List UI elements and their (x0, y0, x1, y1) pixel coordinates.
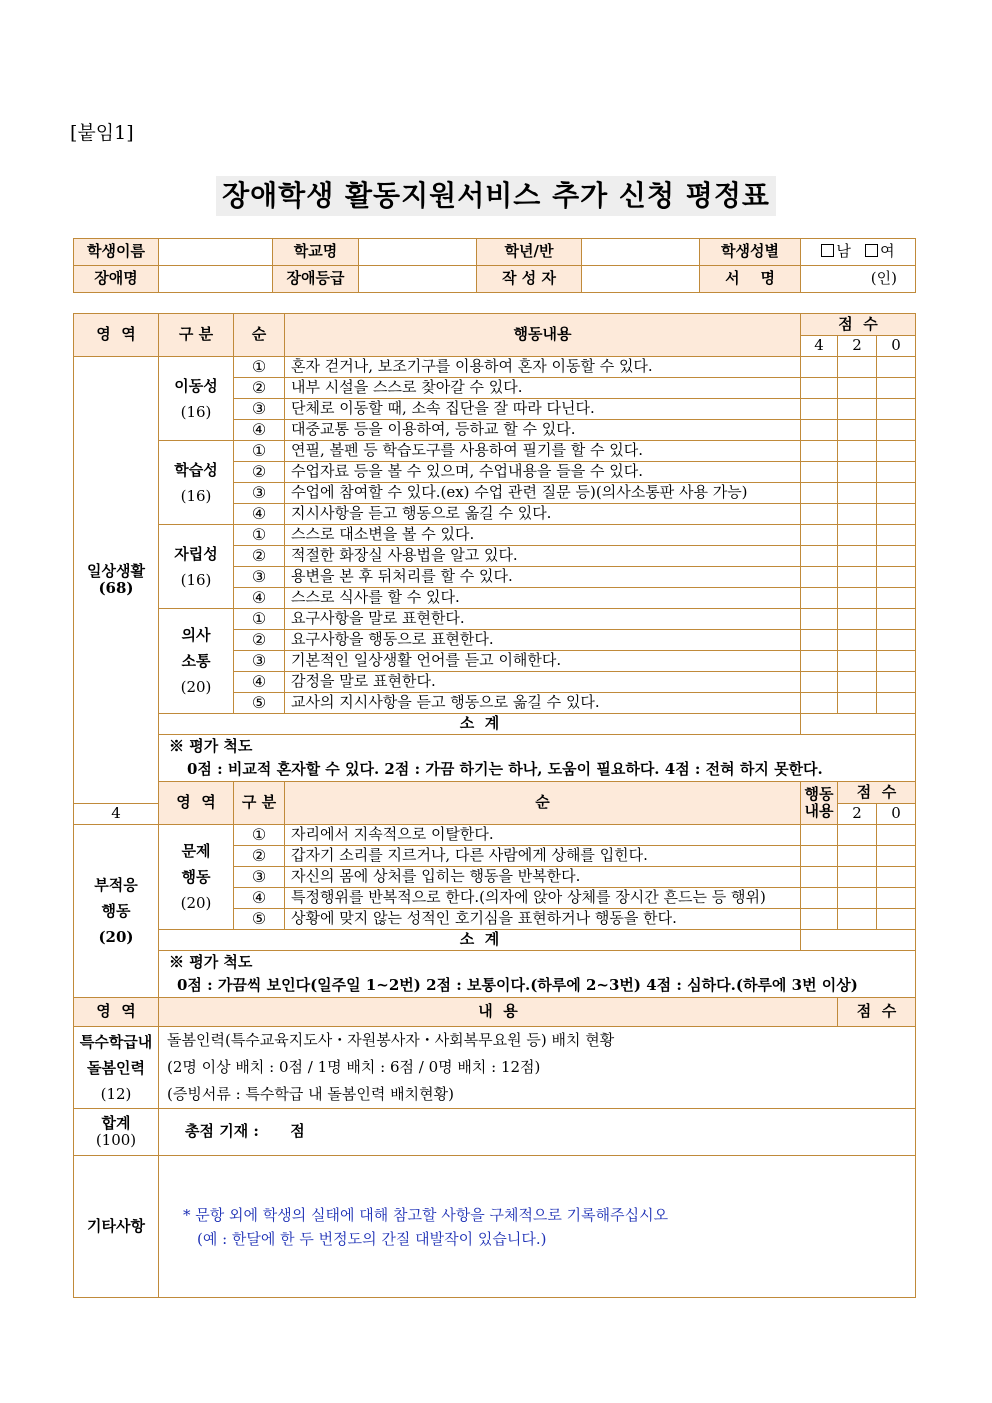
care-content (159, 1027, 916, 1109)
item-score-0[interactable] (877, 462, 916, 483)
category-header: 구 분 (234, 782, 285, 825)
item-score-0[interactable] (877, 504, 916, 525)
gender-options (801, 239, 916, 266)
item-score-2[interactable] (838, 909, 877, 930)
daily-scale (159, 735, 916, 782)
title-text: 장애학생 활동지원서비스 추가 신청 평정표 (216, 176, 776, 216)
group-points: (16) (180, 402, 212, 421)
item-score-2[interactable] (838, 441, 877, 462)
item-text: 단체로 이동할 때, 소속 집단을 잘 따라 다닌다. (285, 399, 801, 420)
scale-title: ※ 평가 척도 (169, 953, 253, 971)
item-number: ③ (234, 567, 285, 588)
item-score-0[interactable] (877, 567, 916, 588)
school-label: 학교명 (273, 239, 359, 266)
maladaptive-area-label: 부적응 (94, 876, 138, 894)
item-score-0[interactable] (877, 357, 916, 378)
item-score-4[interactable] (801, 483, 838, 504)
item-number: ④ (234, 672, 285, 693)
item-score-0[interactable] (877, 909, 916, 930)
item-score-2[interactable] (838, 546, 877, 567)
item-text: 자리에서 지속적으로 이탈한다. (285, 825, 801, 846)
item-score-2[interactable] (838, 588, 877, 609)
etc-row (74, 1156, 916, 1298)
behavior-row (74, 357, 916, 378)
item-text: 연필, 볼펜 등 학습도구를 사용하여 필기를 할 수 있다. (285, 441, 801, 462)
item-number: ⑤ (234, 909, 285, 930)
etc-line-2: (예 : 한달에 한 두 번정도의 간질 대발작이 있습니다.) (197, 1229, 547, 1248)
total-label: 합계 (101, 1113, 131, 1132)
item-score-2[interactable] (838, 825, 877, 846)
item-number: ③ (234, 483, 285, 504)
item-score-0[interactable] (877, 441, 916, 462)
male-checkbox[interactable] (821, 244, 834, 257)
item-score-4[interactable] (801, 441, 838, 462)
scale-title: ※ 평가 척도 (169, 737, 253, 755)
maladaptive-area-label-2: 행동 (101, 902, 131, 920)
item-score-4[interactable] (801, 399, 838, 420)
item-score-0[interactable] (877, 888, 916, 909)
behavior-header: 행동내용 (801, 782, 838, 825)
item-number: ③ (234, 399, 285, 420)
maladaptive-subtotal-row (74, 930, 916, 951)
category-header: 구 분 (159, 314, 234, 357)
order-header: 순 (234, 314, 285, 357)
group-name: 학습성 (174, 460, 218, 479)
group-name: 이동성 (174, 376, 218, 395)
item-text: 수업자료 등을 볼 수 있으며, 수업내용을 들을 수 있다. (285, 462, 801, 483)
care-line-1: 돌봄인력(특수교육지도사・자원봉사자・사회복무요원 등) 배치 현황 (167, 1031, 615, 1049)
behavior-row (74, 825, 916, 846)
total-area-cell (74, 1109, 159, 1156)
order-header: 순 (285, 782, 801, 825)
item-score-4[interactable] (801, 609, 838, 630)
item-text: 내부 시설을 스스로 찾아갈 수 있다. (285, 378, 801, 399)
item-text: 적절한 화장실 사용법을 알고 있다. (285, 546, 801, 567)
item-score-4[interactable] (801, 546, 838, 567)
item-number: ③ (234, 651, 285, 672)
group-name-2: 행동 (181, 868, 211, 886)
item-score-4[interactable] (801, 825, 838, 846)
attachment-label: [붙임1] (70, 122, 134, 144)
item-score-4[interactable] (801, 909, 838, 930)
item-number: ④ (234, 420, 285, 441)
item-score-2[interactable] (838, 846, 877, 867)
content-header: 내 용 (159, 998, 838, 1027)
item-score-2[interactable] (838, 867, 877, 888)
item-text: 스스로 대소변을 볼 수 있다. (285, 525, 801, 546)
signature-label: 서 명 (700, 266, 801, 293)
item-score-2[interactable] (838, 420, 877, 441)
item-text: 용변을 본 후 뒤처리를 할 수 있다. (285, 567, 801, 588)
subtotal-label: 소 계 (159, 714, 801, 735)
item-score-0[interactable] (877, 399, 916, 420)
care-label-2: 돌봄인력 (87, 1058, 145, 1077)
student-name-field[interactable] (159, 239, 273, 266)
item-number: ④ (234, 888, 285, 909)
group-name-2: 소통 (181, 652, 211, 670)
item-text: 혼자 걷거나, 보조기구를 이용하여 혼자 이동할 수 있다. (285, 357, 801, 378)
item-score-4[interactable] (801, 504, 838, 525)
item-score-4[interactable] (801, 630, 838, 651)
item-text: 감정을 말로 표현한다. (285, 672, 801, 693)
score-col-4: 4 (801, 335, 838, 357)
disability-grade-field[interactable] (359, 266, 477, 293)
area-header: 영 역 (74, 314, 159, 357)
item-score-2[interactable] (838, 525, 877, 546)
total-row (74, 1109, 916, 1156)
behavior-row (74, 525, 916, 546)
subtotal-label: 소 계 (159, 930, 801, 951)
item-text: 스스로 식사를 할 수 있다. (285, 588, 801, 609)
maladaptive-area-cell (74, 825, 159, 998)
item-number: ① (234, 609, 285, 630)
male-label: 남 (836, 242, 851, 261)
group-cell (159, 825, 234, 930)
maladaptive-area-points: (20) (98, 928, 134, 946)
disability-grade-label: 장애등급 (273, 266, 359, 293)
item-score-0[interactable] (877, 825, 916, 846)
item-number: ① (234, 357, 285, 378)
item-text: 자신의 몸에 상처를 입히는 행동을 반복한다. (285, 867, 801, 888)
item-score-0[interactable] (877, 588, 916, 609)
daily-area-cell (74, 357, 159, 804)
item-number: ① (234, 525, 285, 546)
item-score-2[interactable] (838, 378, 877, 399)
care-row (74, 1027, 916, 1109)
care-points: (12) (100, 1084, 132, 1103)
item-number: ② (234, 462, 285, 483)
item-score-4[interactable] (801, 651, 838, 672)
item-score-2[interactable] (838, 357, 877, 378)
group-name: 의사 (181, 626, 211, 644)
item-score-2[interactable] (838, 672, 877, 693)
item-score-4[interactable] (801, 525, 838, 546)
item-score-0[interactable] (877, 672, 916, 693)
item-score-4[interactable] (801, 378, 838, 399)
item-score-2[interactable] (838, 630, 877, 651)
group-points: (20) (180, 678, 212, 696)
item-score-2[interactable] (838, 609, 877, 630)
scale-text: 0점 : 비교적 혼자할 수 있다. 2점 : 가끔 하기는 하나, 도움이 필요하다. 4점 : 전혀 하지 못한다. (187, 760, 823, 778)
item-text: 교사의 지시사항을 듣고 행동으로 옮길 수 있다. (285, 693, 801, 714)
item-score-0[interactable] (877, 546, 916, 567)
grade-class-label: 학년/반 (477, 239, 582, 266)
etc-content[interactable] (159, 1156, 916, 1298)
item-score-2[interactable] (838, 888, 877, 909)
area-header: 영 역 (159, 782, 234, 825)
item-score-4[interactable] (801, 567, 838, 588)
group-cell (159, 525, 234, 609)
item-score-0[interactable] (877, 420, 916, 441)
grade-class-field[interactable] (582, 239, 700, 266)
item-score-0[interactable] (877, 651, 916, 672)
score-header: 점 수 (801, 314, 916, 336)
group-points: (16) (180, 570, 212, 589)
document-title (0, 176, 992, 216)
care-label-1: 특수학급내 (79, 1032, 153, 1051)
daily-subtotal-field[interactable] (801, 714, 916, 735)
total-points: (100) (95, 1131, 137, 1149)
item-score-2[interactable] (838, 399, 877, 420)
item-score-4[interactable] (801, 420, 838, 441)
disability-label: 장애명 (74, 266, 159, 293)
item-number: ② (234, 630, 285, 651)
evaluation-table (73, 313, 916, 1298)
item-score-4[interactable] (801, 693, 838, 714)
item-score-0[interactable] (877, 867, 916, 888)
item-score-4[interactable] (801, 867, 838, 888)
daily-scale-row (74, 735, 916, 782)
total-score-field[interactable]: 총점 기재 : 점 (159, 1109, 916, 1156)
maladaptive-scale (159, 951, 916, 998)
maladaptive-scale-row (74, 951, 916, 998)
female-checkbox[interactable] (865, 244, 878, 257)
daily-area-label: 일상생활 (87, 561, 145, 580)
item-text: 대중교통 등을 이용하여, 등하교 할 수 있다. (285, 420, 801, 441)
item-text: 지시사항을 듣고 행동으로 옮길 수 있다. (285, 504, 801, 525)
item-text: 요구사항을 말로 표현한다. (285, 609, 801, 630)
item-text: 상황에 맞지 않는 성적인 호기심을 표현하거나 행동을 한다. (285, 909, 801, 930)
item-number: ② (234, 546, 285, 567)
daily-header-row (74, 314, 916, 336)
item-text: 특정행위를 반복적으로 한다.(의자에 앉아 상체를 장시간 흔드는 등 행위) (285, 888, 801, 909)
item-number: ⑤ (234, 693, 285, 714)
item-number: ④ (234, 504, 285, 525)
group-name: 자립성 (174, 544, 218, 563)
score-col-0: 0 (877, 335, 916, 357)
care-line-2: (2명 이상 배치 : 0점 / 1명 배치 : 6점 / 0명 배치 : 12점) (167, 1058, 541, 1076)
score-col-0: 0 (877, 803, 916, 825)
daily-area-points: (68) (98, 578, 134, 597)
group-points: (20) (180, 894, 212, 912)
item-text: 수업에 참여할 수 있다.(ex) 수업 관련 질문 등)(의사소통판 사용 가능) (285, 483, 801, 504)
item-number: ④ (234, 588, 285, 609)
school-field[interactable] (359, 239, 477, 266)
item-score-0[interactable] (877, 630, 916, 651)
group-points: (16) (180, 486, 212, 505)
student-info-table (73, 238, 916, 293)
item-score-0[interactable] (877, 609, 916, 630)
group-cell (159, 441, 234, 525)
behavior-row (74, 441, 916, 462)
item-score-2[interactable] (838, 651, 877, 672)
signature-field[interactable] (801, 266, 916, 293)
item-score-0[interactable] (877, 378, 916, 399)
item-score-0[interactable] (877, 525, 916, 546)
score-header: 점 수 (838, 782, 916, 804)
item-score-4[interactable] (801, 888, 838, 909)
score-col-4: 4 (74, 803, 159, 825)
maladaptive-subtotal-field[interactable] (801, 930, 916, 951)
item-score-4[interactable] (801, 462, 838, 483)
author-field[interactable] (582, 266, 700, 293)
item-score-2[interactable] (838, 504, 877, 525)
item-text: 갑자기 소리를 지르거나, 다른 사람에게 상해를 입힌다. (285, 846, 801, 867)
care-area-cell (74, 1027, 159, 1109)
behavior-header: 행동내용 (285, 314, 801, 357)
item-score-2[interactable] (838, 462, 877, 483)
etc-label: 기타사항 (74, 1156, 159, 1298)
item-score-2[interactable] (838, 567, 877, 588)
item-number: ③ (234, 867, 285, 888)
item-score-2[interactable] (838, 483, 877, 504)
item-score-2[interactable] (838, 693, 877, 714)
item-text: 요구사항을 행동으로 표현한다. (285, 630, 801, 651)
gender-label: 학생성별 (700, 239, 801, 266)
daily-subtotal-row (74, 714, 916, 735)
item-number: ① (234, 825, 285, 846)
etc-line-1: * 문항 외에 학생의 실태에 대해 참고할 사항을 구체적으로 기록해주십시오 (183, 1205, 669, 1224)
item-score-4[interactable] (801, 672, 838, 693)
item-number: ① (234, 441, 285, 462)
care-line-3: (증빙서류 : 특수학급 내 돌봄인력 배치현황) (167, 1085, 454, 1103)
group-name: 문제 (181, 842, 211, 860)
maladaptive-header-row (74, 782, 916, 804)
item-number: ② (234, 378, 285, 399)
group-cell (159, 609, 234, 714)
item-score-4[interactable] (801, 846, 838, 867)
disability-field[interactable] (159, 266, 273, 293)
item-score-4[interactable] (801, 357, 838, 378)
care-header-row (74, 998, 916, 1027)
item-score-4[interactable] (801, 588, 838, 609)
item-number: ② (234, 846, 285, 867)
item-score-0[interactable] (877, 846, 916, 867)
female-label: 여 (880, 242, 895, 261)
score-header-2: 점 수 (838, 998, 916, 1027)
score-col-2: 2 (838, 335, 877, 357)
item-text: 기본적인 일상생활 언어를 듣고 이해한다. (285, 651, 801, 672)
group-cell (159, 357, 234, 441)
item-score-0[interactable] (877, 693, 916, 714)
score-col-2: 2 (838, 803, 877, 825)
behavior-row (74, 609, 916, 630)
item-score-0[interactable] (877, 483, 916, 504)
author-label: 작 성 자 (477, 266, 582, 293)
seal-text: (인) (870, 269, 897, 288)
area-header: 영 역 (74, 998, 159, 1027)
student-name-label: 학생이름 (74, 239, 159, 266)
scale-text: 0점 : 가끔씩 보인다(일주일 1~2번) 2점 : 보통이다.(하루에 2~3번) 4점 : 심하다.(하루에 3번 이상) (177, 976, 858, 994)
